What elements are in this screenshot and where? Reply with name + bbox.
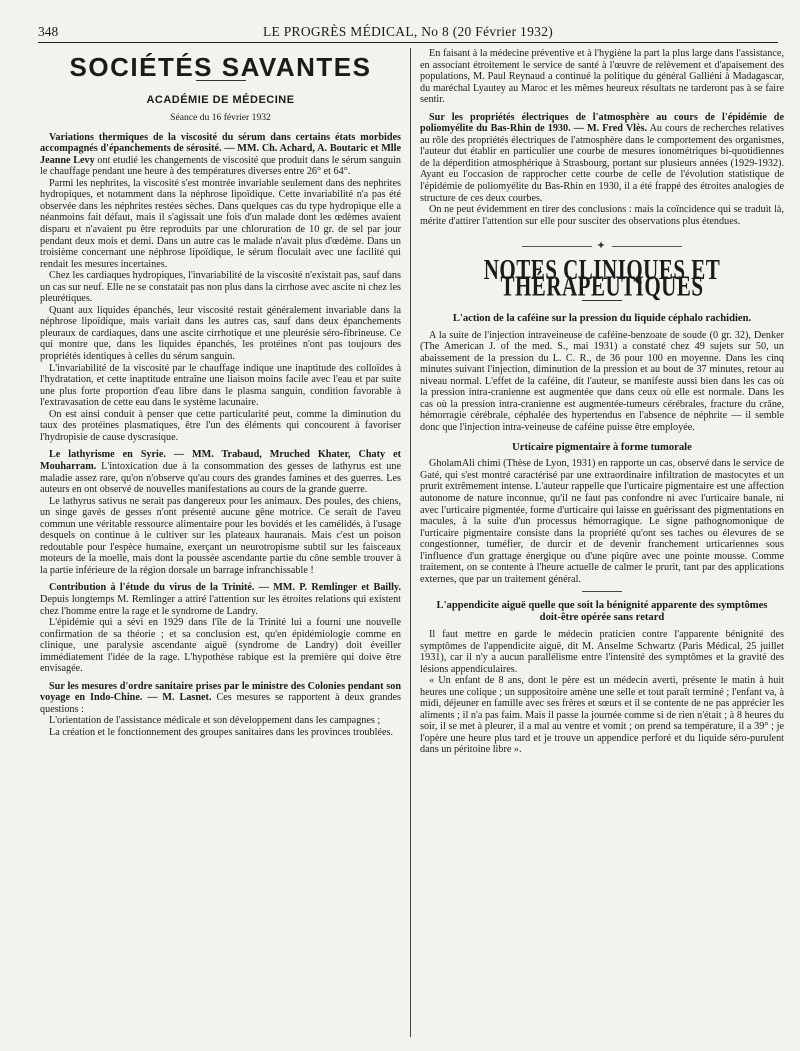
paragraph: En faisant à la médecine préventive et à l'hygiène la part la plus large dans l'assistance, en associant étroitement le service de santé à l'œuvre de relèvement et d'apaisement des populations, M. Paul Reynaud a continué la politique du général Galliéni à Madagascar, du maréchal Lyautey au Maroc et les mêmes heureux résultats ne tarderont pas à se faire sentir. — [420, 48, 784, 106]
article-lathyrisme — [40, 449, 401, 576]
paragraph: On ne peut évidemment en tirer des conclusions : mais la coïncidence qui se traduit là, mérite d'attirer l'attention sur elle pour susciter des observations plus étendues. — [420, 204, 784, 227]
paragraph: Quant aux liquides épanchés, leur viscosité restait généralement invariable dans la néphrose lipoïdique, mais variait dans les autres cas, sauf dans deux épanchements pleuraux de cardiaques, dans une ascite cirrhotique et une pleurésie séro-fibrineuse. Ce qui montre que, dans les liquides épanchés, les protéines n'ont pas toujours des propriétés identiques à celles du sérum sanguin. — [40, 304, 401, 363]
article-viscosite — [40, 132, 401, 444]
paragraph: A la suite de l'injection intraveineuse de caféine-benzoate de soude (0 gr. 32), Denker (The American J. of the med. S., mai 1931) a constaté chez 49 sujets sur 50, un abaissement de la pression du L. C. R., de 36 pour 100 en moyenne. Dans les cinq minutes suivant l'injection, diminution de la pression et au bout de 37 minutes, retour au niveau normal. L'effet de la caféine, dit l'auteur, se manifeste aussi bien dans les cas où la pression intra-cranienne est augmentée que dans ceux où elle est normale. Dans les cas où la pression intra-cranienne est augmentée-tumeurs cérébrales, fracture du crâne, hémorragie cérébrale, céphalée des hypertendus en l'absence de néphrite — il semble donc que l'injection intra-veineuse de caféine puisse être employée. — [420, 329, 784, 434]
column-divider — [410, 48, 411, 1037]
paragraph: La création et le fonctionnement des groupes sanitaires dans les provinces troublées. — [49, 726, 393, 738]
notes-title: NOTES CLINIQUES ET THÉRAPEUTIQUES — [483, 253, 721, 302]
section-heading: ACADÉMIE DE MÉDECINE — [146, 93, 295, 106]
session-date: Séance du 16 février 1932 — [170, 112, 271, 124]
article-text: Ces mesures se rapportent à deux grandes questions : — [40, 692, 401, 715]
paragraph: « Un enfant de 8 ans, dont le père est un médecin averti, présente le matin à huit heures une colique ; un suppositoire amène une selle et tout paraît terminé ; l'enfant va, à midi, déjeuner en famille avec ses frères et sœurs et il se contente de ne pas apprécier les aliments ; il n'a pas faim. Mais il passe la journée comme si de rien n'était ; à 8 heures du soir, il se met à pleurer, il a mal au ventre et vomit ; on prend sa température, il a 39° ; je l'opère une heure plus tard et je trouve un appendice perforé et du liquide séro-purulent dans un péritoine libre ». — [420, 675, 784, 756]
paragraph: L'orientation de l'assistance médicale et son développement dans les campagnes ; — [49, 715, 381, 727]
note-title: Urticaire pigmentaire à forme tumorale — [512, 441, 692, 453]
article-lead: Contribution à l'étude du virus de la Trinité. — MM. P. Remlinger et Bailly. — [49, 582, 401, 594]
article-lead: Variations thermiques de la viscosité du sérum dans certains états morbides accompagnés d'épanchements de sérosité. — MM. Ch. Achard, A. Boutaric et Mlle Jeanne Levy — [40, 131, 401, 166]
article-text: ont etudié les changements de viscosité que produit dans le sérum sanguin le chauffage pendant une heure à des températures diverses entre 26° et 64°. — [40, 154, 401, 178]
paragraph: L'épidémie qui a sévi en 1929 dans l'île de la Trinité lui a fourni une nouvelle confirmation de sa théorie ; et sa conclusion est, qu'en épidémiologie comme en clinique, une paralysie ascendante aiguë (syndrome de Landry) doit éveiller immédiatement l'idée de la rage. L'hypothèse rabique est la première qui doive être envisagée. — [40, 617, 401, 675]
note-title: L'action de la caféine sur la pression du liquide céphalo rachidien. — [452, 312, 752, 324]
article-mesures-sanitaires — [40, 681, 401, 739]
paragraph: Il faut mettre en garde le médecin praticien contre l'apparente bénignité des symptômes de l'appendicite aiguë, dit M. Anselme Schwartz (Paris Médical, 25 juillet 1931), car il n'y a aucun parallélisme entre l'intensité des symptômes et la gravité des lésions appendiculaires. — [420, 628, 784, 675]
paragraph: Parmi les nephrites, la viscosité s'est montrée invariable seulement dans des nephrites hydropiques, et notamment dans la néphrose lipoïdique. Cette invariabilité n'a pas été observée dans les néphrites restées sèches. Dans quelques cas du type hydropique elle a néanmoins fait défaut, mais il s'agissait une fois d'un malade dont les œdèmes avaient disparu et n'avaient pu être reproduits par une chloruration de 10 gr. de sel par jour pendant deux mois et demi. Dans un autre cas le malade n'avait plus d'œdème. Dans un troisième concernant une néphrose lipoïdique, le sérum floculait avec une facilité qui rendait les mesures incertaines. — [40, 177, 401, 270]
note-title: L'appendicite aiguë quelle que soit la bénignité apparente des symptômes doit-être opérée sans retard — [436, 600, 768, 624]
article-text: Depuis longtemps M. Remlinger a attiré l'attention sur les étroites relations qui existent chez l'homme entre la rage et le syndrome de Landry. — [40, 593, 401, 617]
ornament-divider: ✦ — [420, 241, 784, 253]
article-lead: Sur les mesures d'ordre sanitaire prises par le ministre des Colonies pendant son voyage en Indo-Chine. — M. Lasnet. — [40, 680, 401, 704]
paragraph: On est ainsi conduit à penser que cette particularité peut, comme la diminution du taux des protéines plasmatiques, être l'un des éléments qui concourent à favoriser l'hydropisie de cause dyscrasique. — [40, 408, 401, 443]
article-lead: Le lathyrisme en Syrie. — MM. Trabaud, Mruched Khater, Chaty et Mouharram. — [40, 449, 401, 472]
page-number: 348 — [38, 24, 59, 39]
note-rule — [582, 591, 622, 592]
paragraph: L'invariabilité de la viscosité par le chauffage indique une inaptitude des colloïdes à l'hydratation, et cette inaptitude entraîne une liaison moins facile avec l'eau et par suite une plus forte proportion d'eau libre dans le plasma sanguin, condition favorable à l'extravasation de cette eau dans le système lacunaire. — [40, 362, 401, 409]
article-text: Au cours de recherches relatives au rôle des propriétés électriques de l'atmosphère dans le comportement des organismes, l'auteur dut établir en particulier une courbe de mesures ionométriques bi-quotidiennes de la déperdition atmosphérique à Strasbourg, portant sur plusieurs années (1929-1932). Ayant eu l'occasion de rapprocher cette courbe de celle de l'évolution statistique de l'épidémie de poliomyélite du Bas-Rhin en 1930, il a été frappé des étroites analogies de structure de ces deux courbes. — [420, 123, 784, 204]
right-column — [420, 48, 784, 1041]
paragraph: Le lathyrus sativus ne serait pas dangereux pour les animaux. Des poules, des chiens, un singe gavés de gesses n'ont présenté aucune gêne motrice. Ce serait de l'aveu commun une véritable ressource alimentaire pour les bovidés et les camélidés, à l'usage desquels on continue à le cultiver sur les plateaux hauranais. Mais c'est un poison redoutable pour l'espèce humaine, exerçant un neurotropisme subtil sur les faisceaux moteurs de la moelle, mais dont la poussée ascendante partie du cône semble trouver à la partie inférieure de la région dorsale un barrage infranchissable ! — [40, 495, 401, 576]
left-column — [40, 48, 401, 1041]
article-trinite — [40, 582, 401, 674]
article-atmosphere — [420, 112, 784, 227]
running-title: LE PROGRÈS MÉDICAL, No 8 (20 Février 1932) — [262, 24, 554, 39]
running-header — [38, 24, 778, 43]
article-lead: Sur les propriétés électriques de l'atmosphère au cours de l'épidémie de poliomyélite du Bas-Rhin de 1930. — M. Fred Vlès. — [420, 111, 784, 135]
article-text: L'intoxication due à la consommation des gesses de lathyrus est une maladie assez rare, qu'on n'observe qu'au cours des grandes famines et des guerres. Les auteurs en ont observé de nouvelles manifestations au cours de la grande guerre. — [40, 460, 401, 496]
page-title: SOCIÉTÉS SAVANTES — [69, 52, 372, 82]
paragraph: Chez les cardiaques hydropiques, l'invariabilité de la viscosité n'existait pas, sauf dans un cas sur neuf. Elle ne se constatait pas non plus dans la cirrhose avec ascite ni chez les pleurétiques. — [40, 270, 401, 305]
paragraph: GholamAli chimi (Thèse de Lyon, 1931) en rapporte un cas, observé dans le service de Gaté, qui s'est montré caractérisé par une extraordinaire infiltration de mastocytes et un prurit extrêmement intense. L'auteur rappelle que l'urticaire pigmentaire est une affection autonome de nature inconnue, qu'il ne faut pas confondre ni avec l'urticaire banale, ni avec l'urticaire pigmentée, forme d'urticaire qui laisse en guérissant des pigmentations en macules, à la suite d'un processus hémorragique. Le signe pathognomonique de l'urticaire pigmentaire consiste dans la propriété qu'ont ses taches ou élevures de se congestionner, tuméfier, de durcir et de devenir franchement urticariennes sous l'influence d'un grattage énergique ou d'une piqûre avec une pointe mousse. Comme traitement, on se contente à l'heure actuelle de calmer le prurit, tant par des applications externes, que par un traitement général. — [420, 458, 784, 585]
